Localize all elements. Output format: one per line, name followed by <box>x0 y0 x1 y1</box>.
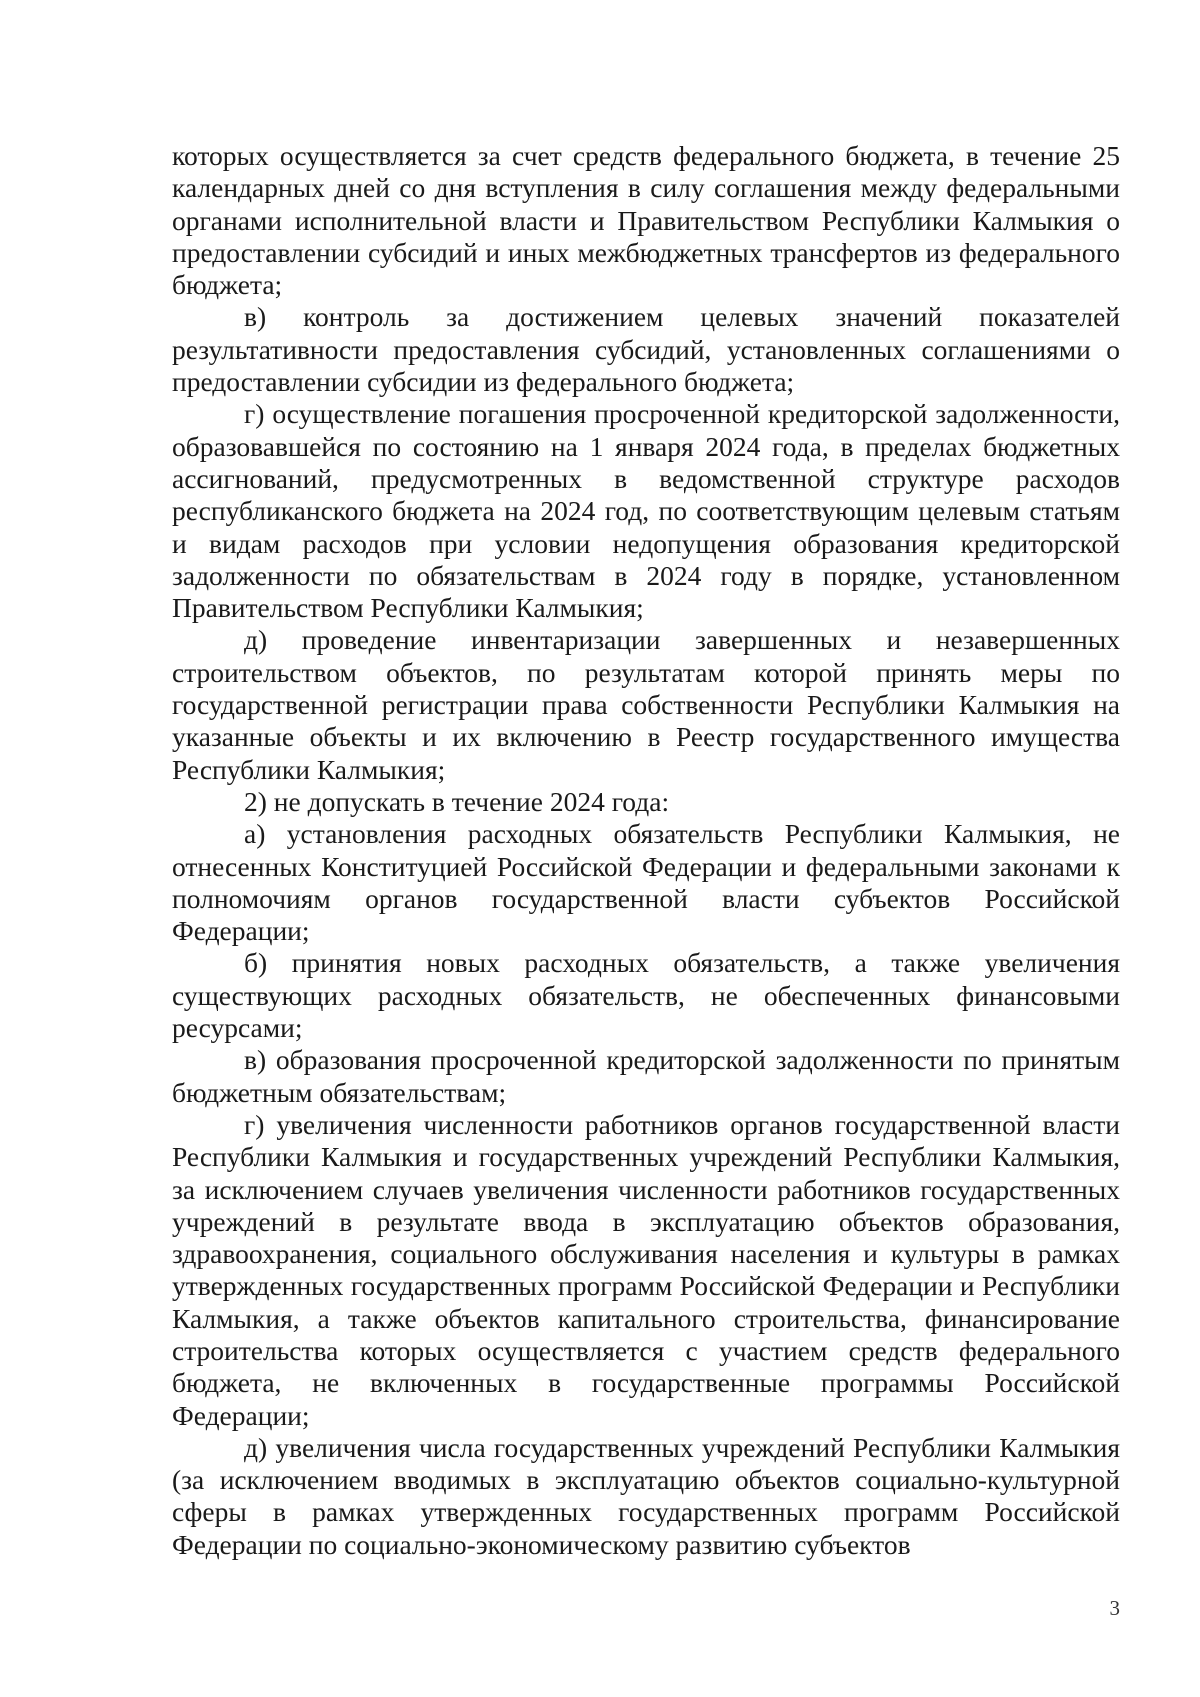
paragraph-3: г) осуществление погашения просроченной кредиторской задолженности, образовавшейся по состоянию на 1 января 2024 года, в пределах бюджетных ассигнований, предусмотренных в ведомственной структуре расходов республиканского бюджета на 2024 год, по соответствующим целевым статьям и видам расходов при условии недопущения образования кредиторской задолженности по обязательствам в 2024 году в порядке, установленном Правительством Республики Калмыкия; <box>172 398 1120 624</box>
paragraph-6: а) установления расходных обязательств Республики Калмыкия, не отнесенных Конституцией Российской Федерации и федеральными законами к полномочиям органов государственной власти субъектов Российской Федерации; <box>172 818 1120 947</box>
page-number: 3 <box>1109 1596 1120 1620</box>
paragraph-10: д) увеличения числа государственных учреждений Республики Калмыкия (за исключением вводимых в эксплуатацию объектов социально-культурной сферы в рамках утвержденных государственных программ Российской Федерации по социально-экономическому развитию субъектов <box>172 1431 1120 1560</box>
paragraph-5: 2) не допускать в течение 2024 года: <box>244 785 670 817</box>
document-body <box>172 140 1120 1561</box>
paragraph-9: г) увеличения численности работников органов государственной власти Республики Калмыкия и государственных учреждений Республики Калмыкия, за исключением случаев увеличения численности работников государственных учреждений в результате ввода в эксплуатацию объектов образования, здравоохранения, социального обслуживания населения и культуры в рамках утвержденных государственных программ Российской Федерации и Республики Калмыкия, а также объектов капитального строительства, финансирование строительства которых осуществляется с участием средств федерального бюджета, не включенных в государственные программы Российской Федерации; <box>172 1108 1120 1431</box>
paragraph-4: д) проведение инвентаризации завершенных и незавершенных строительством объектов, по результатам которой принять меры по государственной регистрации права собственности Республики Калмыкия на указанные объекты и их включению в Реестр государственного имущества Республики Калмыкия; <box>172 624 1120 785</box>
paragraph-2: в) контроль за достижением целевых значений показателей результативности предоставления субсидий, установленных соглашениями о предоставлении субсидии из федерального бюджета; <box>172 301 1120 398</box>
paragraph-1: которых осуществляется за счет средств федерального бюджета, в течение 25 календарных дней со дня вступления в силу соглашения между федеральными органами исполнительной власти и Правительством Республики Калмыкия о предоставлении субсидий и иных межбюджетных трансфертов из федерального бюджета; <box>172 140 1120 301</box>
paragraph-7: б) принятия новых расходных обязательств, а также увеличения существующих расходных обязательств, не обеспеченных финансовыми ресурсами; <box>172 947 1120 1044</box>
paragraph-8: в) образования просроченной кредиторской задолженности по принятым бюджетным обязательствам; <box>172 1044 1120 1108</box>
